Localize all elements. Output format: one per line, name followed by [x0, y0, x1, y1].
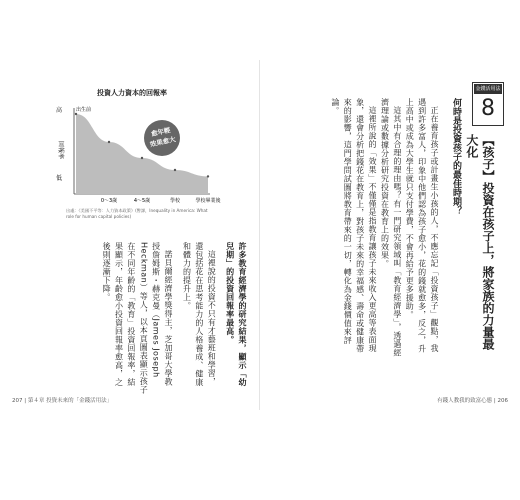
data-point: [108, 141, 110, 143]
data-point: [174, 169, 176, 171]
chart-title: 投資人力資本的回報率: [97, 89, 167, 97]
left-paragraph-1: 這裡說的投資不只有才藝班和學習，還包括花在思考能力的人格養成、健康和體力的提升上。: [182, 242, 217, 387]
callout-line1: 愈年輕: [150, 126, 172, 139]
left-page: [8, 64, 258, 406]
stage-label: 學校畢業後: [195, 198, 221, 204]
return-area: [76, 114, 208, 194]
left-text-block: [102, 242, 248, 394]
section-badge: [472, 82, 504, 126]
right-text-block: [290, 98, 440, 358]
stage-label: 出生前: [76, 107, 92, 113]
y-axis-label: 回報率: [57, 141, 64, 160]
heading-line-1: 【孩子】投資在孩子上，將家族的力量最: [481, 134, 495, 350]
callout-line2: 效果愈大: [149, 135, 177, 149]
chart-source: 出處：《美國不平等：人力資本政策》(暫譯，Inequality in America: What role for human capital policies): [66, 208, 208, 220]
right-footer: 有錢人教我的致富心態 | 206: [437, 398, 508, 404]
subheading: 何時是投資孩子的最佳時期？: [451, 98, 461, 215]
stage-label: 4～5歲: [133, 198, 151, 204]
heading-line-2: 大化: [464, 134, 479, 158]
page-spine: [259, 60, 260, 410]
data-point: [75, 113, 77, 115]
data-point: [141, 157, 143, 159]
area-group: [75, 113, 209, 194]
left-footer: 207 | 第４章 投資未來的「金錢活用法」: [12, 398, 113, 404]
y-low-label: 低: [56, 175, 63, 182]
heading-block: [464, 134, 496, 384]
stage-label: 學校: [169, 198, 181, 204]
return-rate-chart: [52, 88, 221, 220]
badge-label: 金錢活用法: [475, 86, 501, 92]
right-paragraph-3: 這裡所說的「效果」不僅僅是指教育讓孩子未來收入更高等表面現象，還會分析把錢花在教育上，對孩子未來的幸福感、壽命或健康帶來的影響，這門學問試圖將教育帶來的一切，轉化為金錢價值來評論。: [330, 98, 378, 353]
data-point: [207, 175, 209, 177]
right-paragraph-1: 正在養育孩子或計畫生小孩的人，不應忘記「投資孩子」觀點，我遇到許多富人，印象中他們認為孩子愈小，花的錢就愈多，反之，升上高中或成為大學生就只支付學費，不會再給予更多援助。: [405, 98, 439, 353]
lead-paragraph: 許多教育經濟學的研究結果，顯示「幼兒期」的投資回報率最高。: [225, 242, 247, 387]
right-paragraph-2: 這其中有合理的理由嗎？有一門研究領域叫「教育經濟學」，透過經濟理論或數據分析研究投資在教育上的效果。: [380, 98, 402, 357]
y-high-label: 高: [56, 107, 63, 114]
badge-number: 8: [481, 96, 495, 121]
stage-label: 0～3歲: [100, 198, 118, 204]
left-paragraph-2: 諾貝爾經濟學獎得主，芝加哥大學教授詹姆斯・赫克曼（James Joseph Heckman）等人，以本頁圖表顯示孩子在不同年齡的「教育」投資回報率，結果顯示，年齡愈小投資回報率愈高，之後則逐漸下降。: [102, 242, 174, 394]
